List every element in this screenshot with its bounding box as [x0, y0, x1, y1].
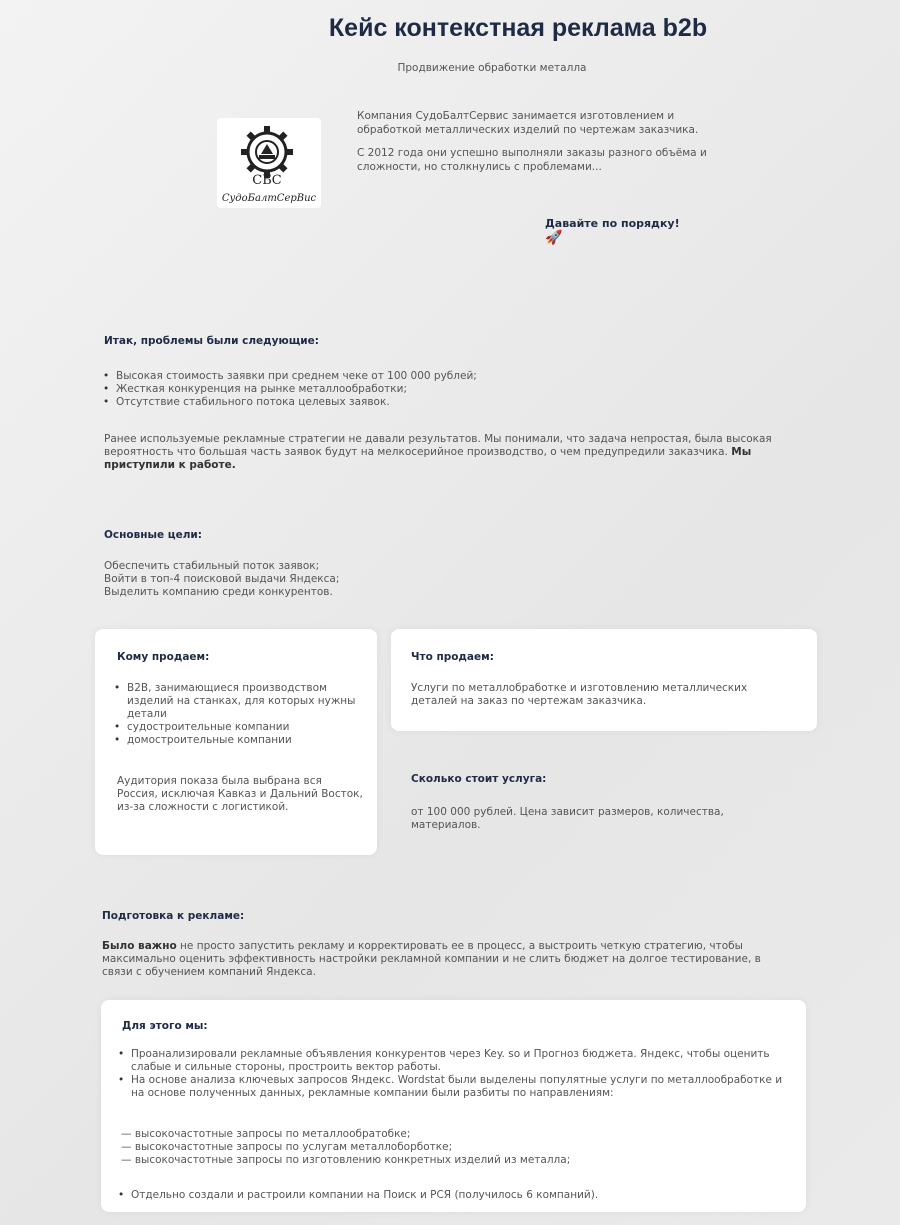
- preparation-heading: Подготовка к рекламе:: [102, 910, 245, 922]
- goals-heading: Основные цели:: [104, 529, 202, 541]
- list-item: — высокочастотные запросы по изготовлению конкретных изделий из металла;: [121, 1154, 571, 1166]
- actions-card: [101, 1000, 806, 1212]
- list-item: • Жесткая конкуренция на рынке металлообработки;: [100, 383, 800, 396]
- actions-dash-list: [121, 1128, 781, 1167]
- problems-heading: Итак, проблемы были следующие:: [104, 335, 319, 347]
- audience-card: [95, 629, 377, 855]
- product-text: Услуги по металлобработке и изготовлению металлических деталей на заказ по чертежам заказчика.: [411, 682, 748, 707]
- list-item: • Отдельно создали и растроили компании на Поиск и РСЯ (получилось 6 компаний).: [115, 1189, 785, 1202]
- problems-list: [100, 370, 800, 409]
- audience-list: [111, 682, 369, 747]
- list-item: — высокочастотные запросы по услугам металлоборботке;: [121, 1141, 453, 1153]
- svg-text:СБС: СБС: [252, 173, 282, 188]
- product-card: [391, 629, 817, 731]
- price-text: от 100 000 рублей. Цена зависит размеров, количества, материалов.: [411, 806, 724, 831]
- company-logo: [217, 118, 321, 208]
- preparation-paragraph: Было важно не просто запустить рекламу и корректировать ее в процесс, а выстроить четкую стратегию, чтобы максимально оценить эффективность настройки рекламной компании и не слить бюджет на долгое тестирование, в связи с обучением компаний Яндекса.: [102, 940, 761, 978]
- actions-list-2: [115, 1189, 785, 1202]
- list-item: Войти в топ-4 поисковой выдачи Яндекса;: [104, 573, 340, 585]
- actions-list-1: [115, 1048, 785, 1100]
- price-heading: Сколько стоит услуга:: [411, 773, 547, 785]
- problems-paragraph: Ранее используемые рекламные стратегии не давали результатов. Мы понимали, что задача непростая, была высокая вероятность что большая часть заявок будут на мелкосерийное производство, о чем предупредили заказчика. Мы приступили к работе.: [104, 433, 772, 471]
- audience-heading: Кому продаем:: [117, 651, 210, 663]
- goals-list: [104, 560, 504, 599]
- actions-heading: Для этого мы:: [122, 1020, 208, 1032]
- list-item: • Отсутствие стабильного потока целевых заявок.: [100, 396, 800, 409]
- page-title: Кейс контекстная реклама b2b: [328, 14, 708, 42]
- intro-paragraph-1: Компания СудоБалтСервис занимается изготовлением и обработкой металлических изделий по чертежам заказчика.: [357, 110, 699, 136]
- list-item: • На основе анализа ключевых запросов Яндекс. Wordstat были выделены популятные услуги по металлообработке и на основе полученных данных, рекламные компании были разбиты по направлениям:: [115, 1074, 785, 1100]
- page-subtitle: Продвижение обработки металла: [397, 62, 587, 74]
- preparation-bold: Было важно: [102, 940, 177, 952]
- problems-paragraph-bold: Мы приступили к работе.: [104, 446, 752, 471]
- intro-paragraph-2: С 2012 года они успешно выполняли заказы разного объёма и сложности, но столкнулись с проблемами...: [357, 147, 707, 173]
- audience-note: Аудитория показа была выбрана вся Россия, исключая Кавказ и Дальний Восток, из-за сложности с логистикой.: [117, 775, 363, 813]
- rocket-icon: 🚀: [545, 230, 563, 246]
- order-callout: Давайте по порядку!: [545, 217, 680, 230]
- product-heading: Что продаем:: [411, 651, 494, 663]
- list-item: Выделить компанию среди конкурентов.: [104, 586, 333, 598]
- list-item: • судостроительные компании: [111, 721, 369, 734]
- list-item: — высокочастотные запросы по металлообратобке;: [121, 1128, 411, 1140]
- list-item: • Высокая стоимость заявки при среднем чеке от 100 000 рублей;: [100, 370, 800, 383]
- list-item: Обеспечить стабильный поток заявок;: [104, 560, 320, 572]
- list-item: • домостроительные компании: [111, 734, 369, 747]
- list-item: • B2B, занимающиеся производством изделий на станках, для которых нужны детали: [111, 682, 369, 721]
- list-item: • Проанализировали рекламные объявления конкурентов через Key. so и Прогноз бюджета. Яндекс, чтобы оценить слабые и сильные стороны, простроить вектор работы.: [115, 1048, 785, 1074]
- intro-text: [357, 110, 717, 174]
- logo-text: СудоБалтСерВис: [221, 193, 317, 204]
